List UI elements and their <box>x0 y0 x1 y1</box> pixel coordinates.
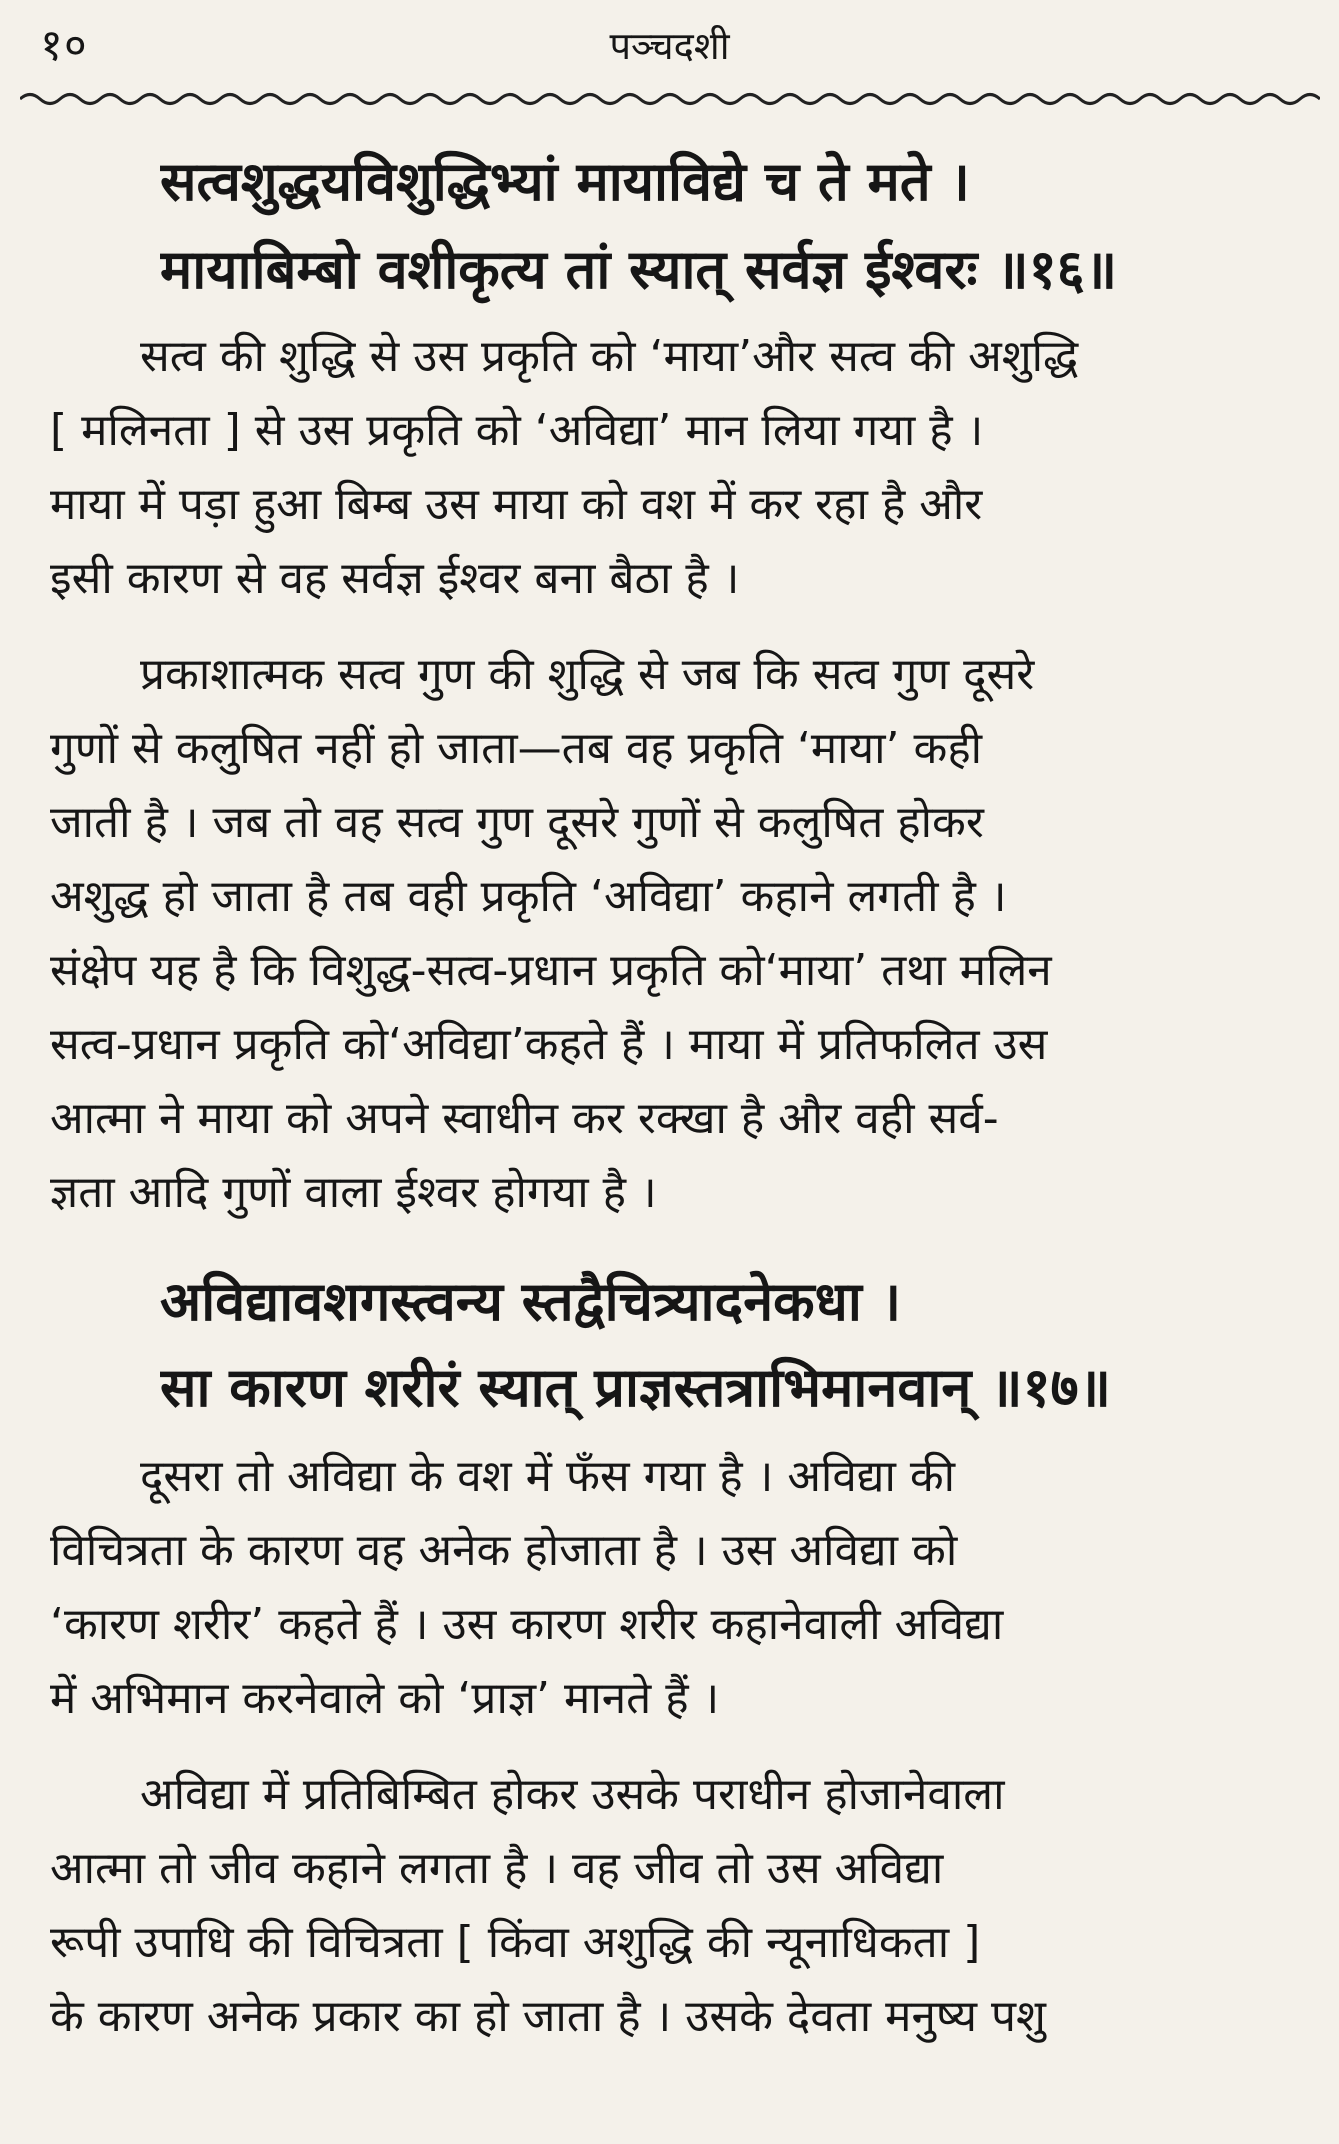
explanation-17-line-2: आत्मा तो जीव कहाने लगता है । वह जीव तो उस अविद्या <box>50 1843 944 1894</box>
commentary-17-line-4: में अभिमान करनेवाले को ‘प्राज्ञ’ मानते हैं । <box>50 1673 720 1724</box>
commentary-17-line-2: विचित्रता के कारण वह अनेक होजाता है । उस अविद्या को <box>50 1525 958 1576</box>
commentary-16-line-1: सत्व की शुद्धि से उस प्रकृति को ‘माया’और सत्व की अशुद्धि <box>140 331 1079 382</box>
explanation-16-line-1: प्रकाशात्मक सत्व गुण की शुद्धि से जब कि सत्व गुण दूसरे <box>140 649 1035 700</box>
explanation-16-line-3: जाती है । जब तो वह सत्व गुण दूसरे गुणों से कलुषित होकर <box>50 797 984 848</box>
explanation-16-line-5: संक्षेप यह है कि विशुद्ध-सत्व-प्रधान प्रकृति को‘माया’ तथा मलिन <box>50 945 1052 996</box>
verse-16-line-1: सत्वशुद्धयविशुद्धिभ्यां मायाविद्ये च ते मते । <box>160 150 970 213</box>
wavy-header-rule <box>20 86 1320 112</box>
explanation-16-line-7: आत्मा ने माया को अपने स्वाधीन कर रक्खा है और वही सर्व- <box>50 1093 999 1144</box>
commentary-16-line-3: माया में पड़ा हुआ बिम्ब उस माया को वश में कर रहा है और <box>50 479 983 530</box>
explanation-17-line-3: रूपी उपाधि की विचित्रता [ किंवा अशुद्धि की न्यूनाधिकता ] <box>50 1917 981 1968</box>
explanation-17-line-1: अविद्या में प्रतिबिम्बित होकर उसके पराधीन होजानेवाला <box>140 1769 1005 1820</box>
explanation-16-line-6: सत्व-प्रधान प्रकृति को‘अविद्या’कहते हैं । माया में प्रतिफलित उस <box>50 1019 1048 1070</box>
page-number: १० <box>40 20 88 71</box>
explanation-16-line-2: गुणों से कलुषित नहीं हो जाता—तब वह प्रकृति ‘माया’ कही <box>50 723 983 774</box>
verse-16-line-2: मायाबिम्बो वशीकृत्य तां स्यात् सर्वज्ञ ईश्वरः ॥१६॥ <box>160 238 1118 301</box>
explanation-16-line-8: ज्ञता आदि गुणों वाला ईश्वर होगया है । <box>50 1167 657 1218</box>
commentary-17-line-1: दूसरा तो अविद्या के वश में फँस गया है । अविद्या की <box>140 1451 956 1502</box>
explanation-16-line-4: अशुद्ध हो जाता है तब वही प्रकृति ‘अविद्या’ कहाने लगती है । <box>50 871 1007 922</box>
commentary-16-line-4: इसी कारण से वह सर्वज्ञ ईश्वर बना बैठा है । <box>50 553 740 604</box>
verse-17-line-1: अविद्यावशगस्त्वन्य स्तद्वैचित्र्यादनेकधा । <box>160 1270 902 1333</box>
running-title: पञ्चदशी <box>609 24 730 68</box>
verse-17-line-2: सा कारण शरीरं स्यात् प्राज्ञस्तत्राभिमानवान् ॥१७॥ <box>160 1356 1111 1419</box>
explanation-17-line-4: के कारण अनेक प्रकार का हो जाता है । उसके देवता मनुष्य पशु <box>50 1991 1046 2042</box>
commentary-16-line-2: [ मलिनता ] से उस प्रकृति को ‘अविद्या’ मान लिया गया है । <box>50 405 984 456</box>
commentary-17-line-3: ‘कारण शरीर’ कहते हैं । उस कारण शरीर कहानेवाली अविद्या <box>50 1599 1004 1650</box>
